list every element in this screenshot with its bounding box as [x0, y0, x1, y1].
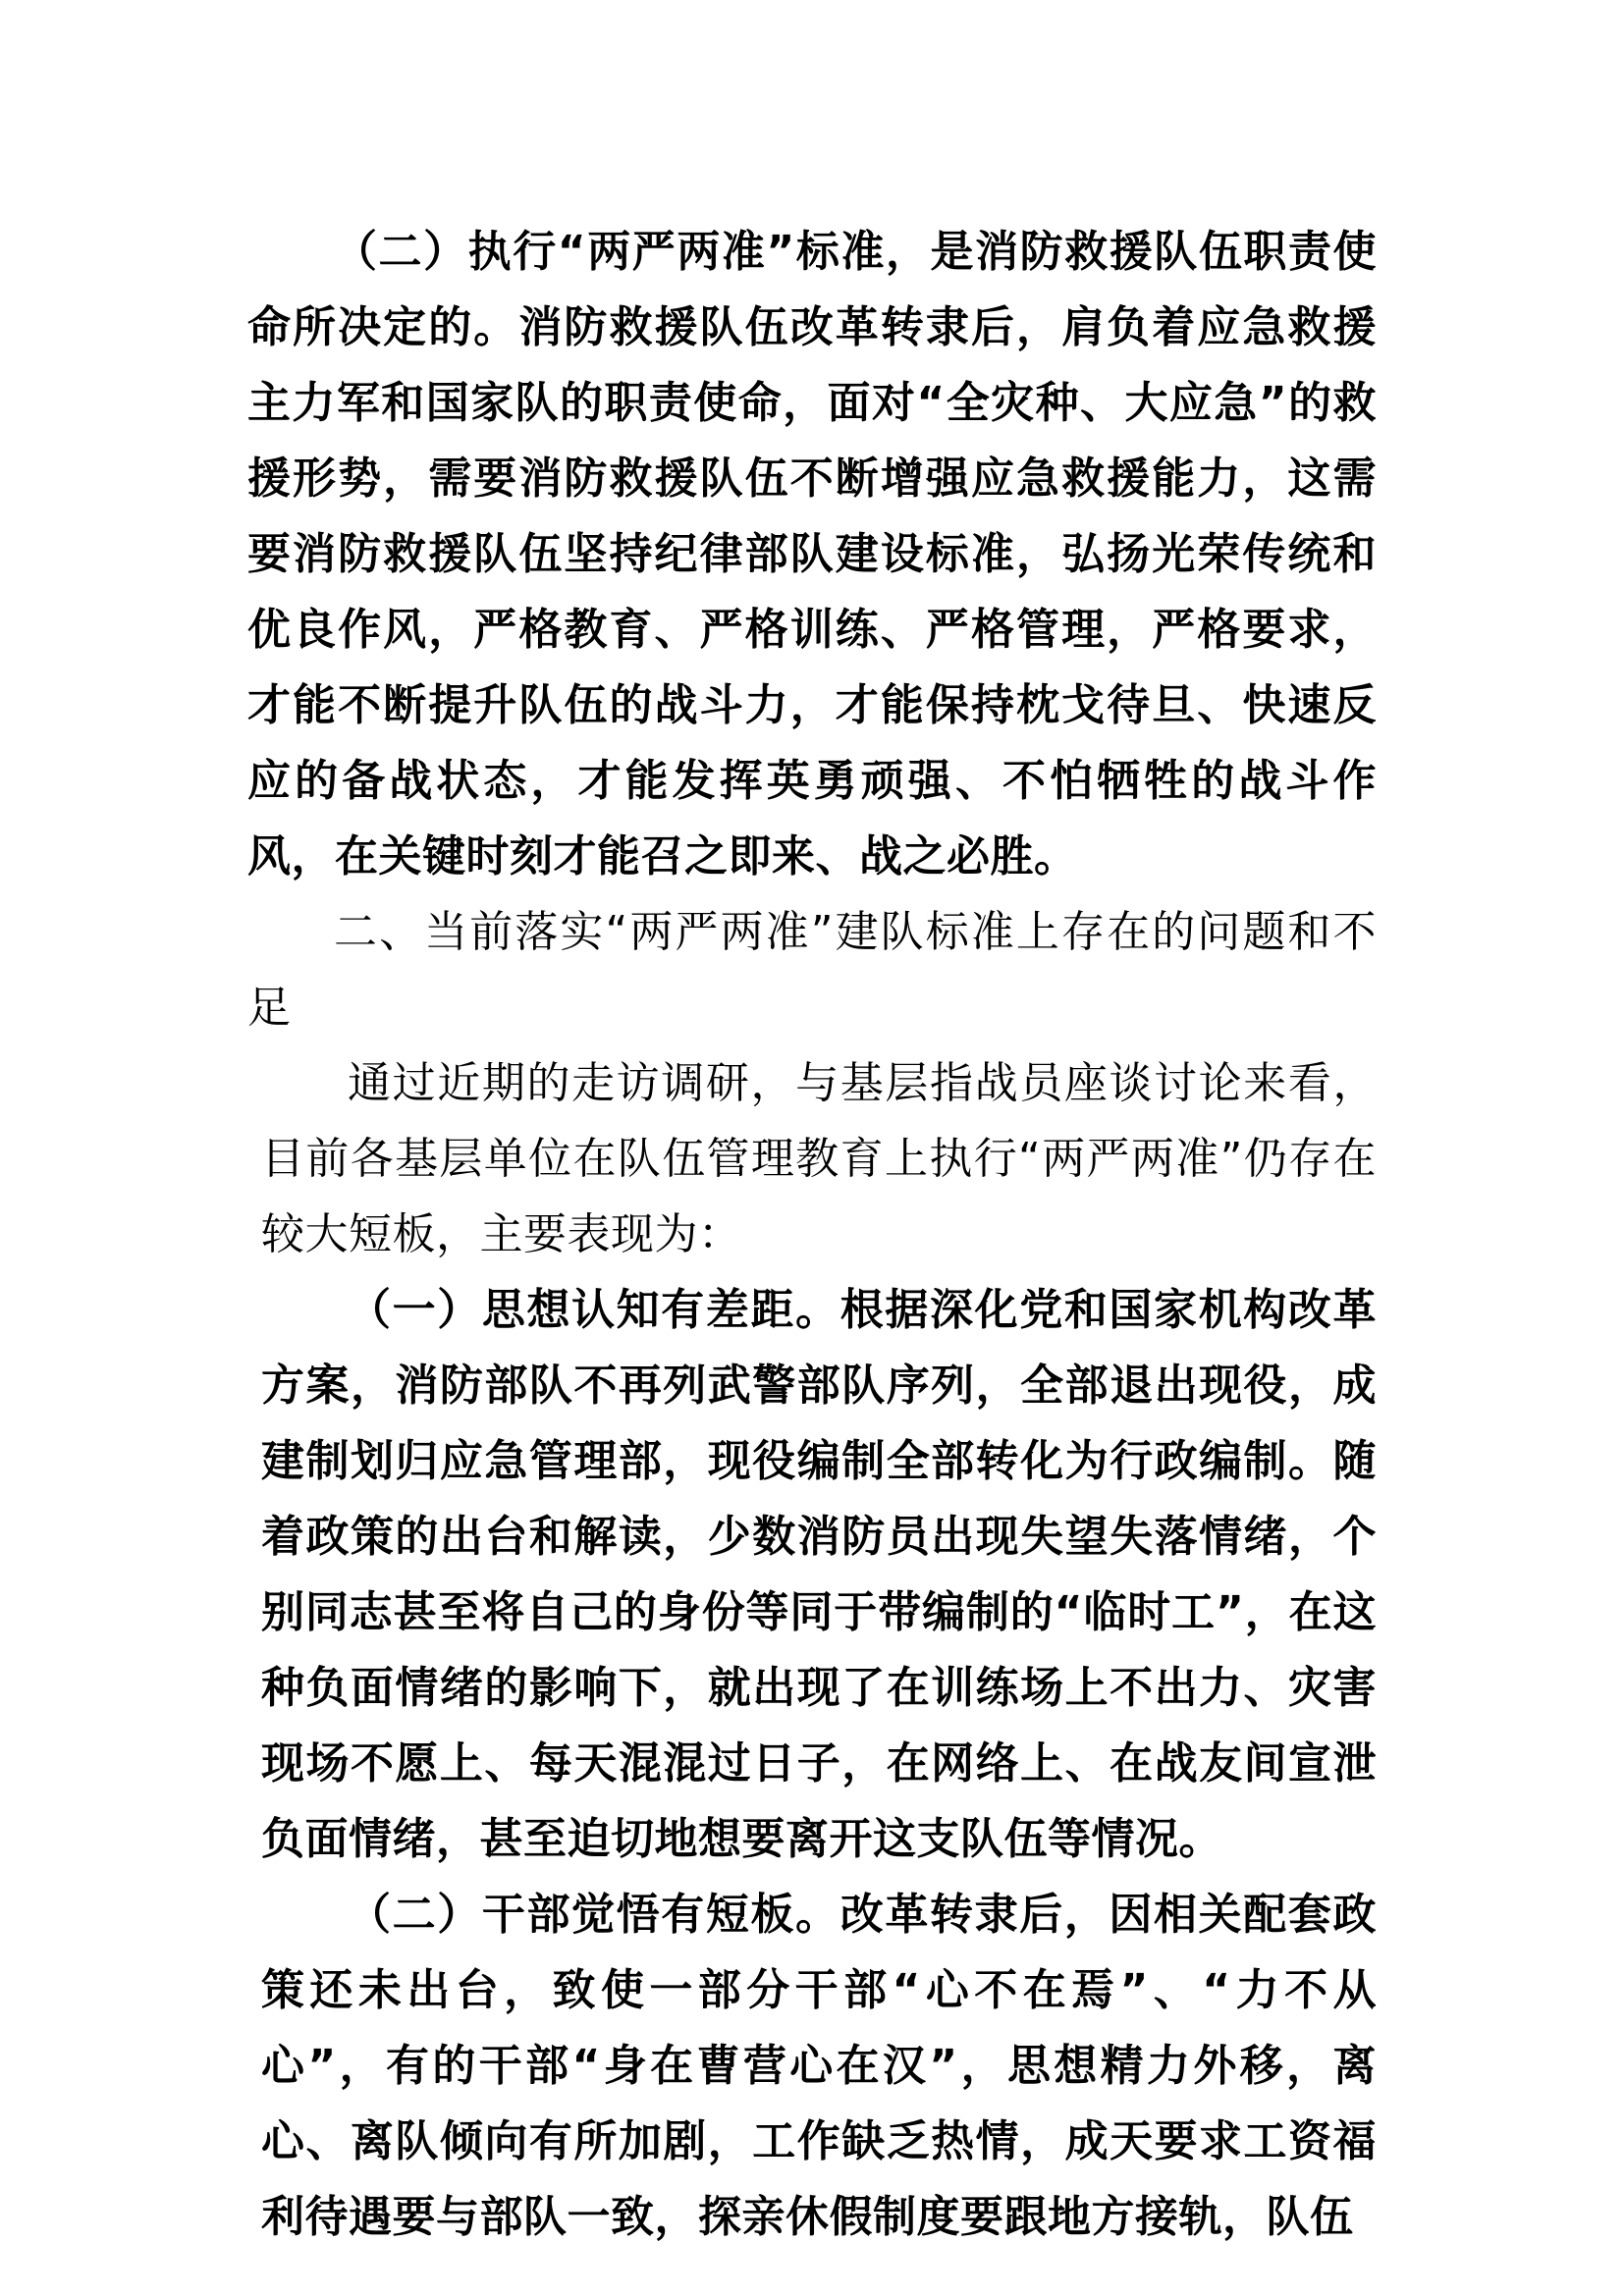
paragraph-duty-mission: （二）执行“两严两准”标准，是消防救援队伍职责使命所决定的。消防救援队伍改革转隶后，肩负着应急救援主力军和国家队的职责使命，面对“全灾种、大应急”的救援形势，需要消防救援队伍不断增强应急救援能力，这需要消防救援队伍坚持纪律部队建设标准，弘扬光荣传统和优良作风，严格教育、严格训练、严格管理，严格要求，才能不断提升队伍的战斗力，才能保持枕戈待旦、快速反应的备战状态，才能发挥英勇顽强、不怕牺牲的战斗作风，在关键时刻才能召之即来、战之必胜。	[247, 227, 1377, 881]
paragraph-survey-intro: 通过近期的走访调研，与基层指战员座谈讨论来看，目前各基层单位在队伍管理教育上执行“两严两准”仍存在较大短板，主要表现为：	[261, 1058, 1377, 1259]
paragraph-cadre-awareness: （二）干部觉悟有短板。改革转隶后，因相关配套政策还未出台，致使一部分干部“心不在焉”、“力不从心”，有的干部“身在曹营心在汉”，思想精力外移，离心、离队倾向有所加剧，工作缺乏热情，成天要求工资福利待遇要与部队一致，探亲休假制度要跟地方接轨，队伍	[261, 1890, 1377, 2242]
document-body	[247, 214, 1377, 2255]
section-heading-problems: 二、当前落实“两严两准”建队标准上存在的问题和不足	[247, 907, 1377, 1033]
paragraph-ideological-gap: （一）思想认知有差距。根据深化党和国家机构改革方案，消防部队不再列武警部队序列，全部退出现役，成建制划归应急管理部，现役编制全部转化为行政编制。随着政策的出台和解读，少数消防员出现失望失落情绪，个别同志甚至将自己的身份等同于带编制的“临时工”，在这种负面情绪的影响下，就出现了在训练场上不出力、灾害现场不愿上、每天混混过日子，在网络上、在战友间宣泄负面情绪，甚至迫切地想要离开这支队伍等情况。	[261, 1285, 1377, 1864]
